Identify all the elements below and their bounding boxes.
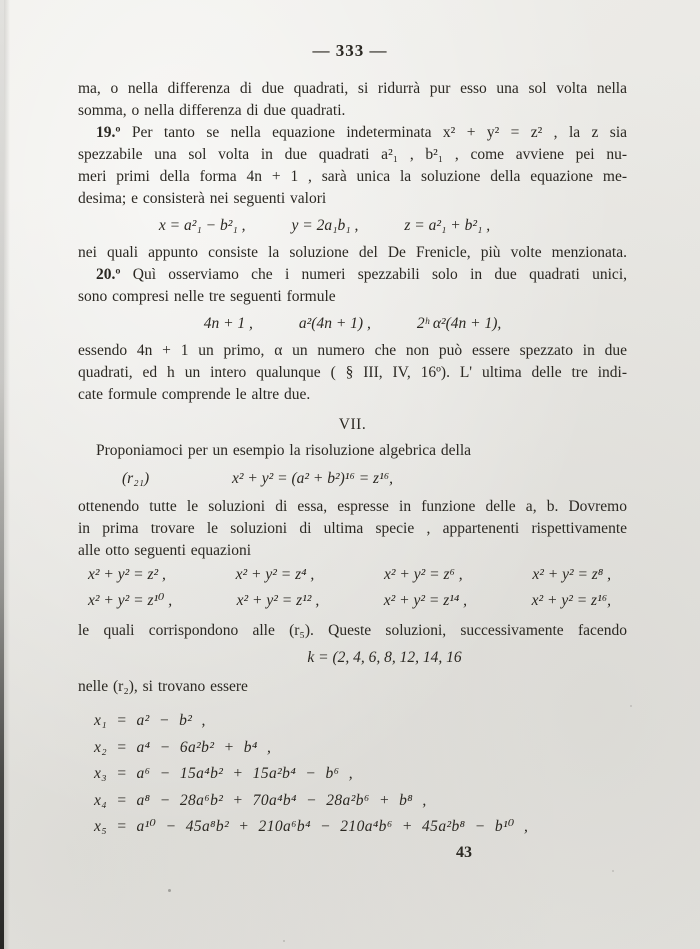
page-body bbox=[0, 78, 700, 841]
text-run: Quì osserviamo che i numeri spezzabili solo in due quadrati unici, bbox=[120, 266, 627, 283]
equation-item: x = a²₁ − b²₁ , bbox=[158, 217, 246, 234]
text-line: desima; e consisterà nei seguenti valori bbox=[78, 190, 327, 207]
paragraph bbox=[78, 676, 627, 698]
text-line bbox=[78, 122, 627, 144]
paragraph bbox=[78, 122, 627, 210]
equation-item: x² + y² = z² , bbox=[88, 566, 166, 583]
equation-list bbox=[78, 708, 627, 841]
paragraph bbox=[78, 242, 627, 264]
text-line: sono compresi nelle tre seguenti formule bbox=[78, 288, 336, 305]
display-equation bbox=[110, 646, 659, 670]
equation-item: x² + y² = z¹⁴ , bbox=[383, 592, 468, 609]
text-line: somma, o nella differenza di due quadrati. bbox=[78, 102, 346, 119]
paragraph bbox=[78, 620, 627, 642]
text-run: Per tanto se nella equazione indeterminata x² + y² = z² , la z sia bbox=[120, 124, 627, 141]
dust-speck bbox=[168, 889, 171, 892]
equation-label: (r₂₁) bbox=[122, 470, 150, 487]
dust-speck bbox=[612, 870, 614, 872]
equation-row bbox=[78, 588, 627, 614]
text-line: spezzabile una sol volta in due quadrati a²₁ , b²₁ , come avviene pei nu- bbox=[78, 146, 627, 163]
labeled-display-equation bbox=[78, 466, 627, 492]
page-number-header: — 333 — bbox=[312, 41, 388, 60]
equation-line: x₁ = a² − b² , bbox=[94, 712, 206, 729]
equation-item: x² + y² = z⁶ , bbox=[383, 566, 463, 583]
equation-item: y = 2a₁b₁ , bbox=[291, 217, 359, 234]
equation-item: k = (2, 4, 6, 8, 12, 14, 16 bbox=[307, 649, 462, 666]
ordinal-number: 20.º bbox=[96, 266, 121, 283]
ordinal-number: 19.º bbox=[96, 124, 121, 141]
text-line: nei quali appunto consiste la soluzione del De Frenicle, più volte menzionata. bbox=[78, 244, 627, 261]
equation-item: z = a²₁ + b²₁ , bbox=[404, 217, 491, 234]
text-line: meri primi della forma 4n + 1 , sarà unica la soluzione della equazione me- bbox=[78, 168, 627, 185]
dust-speck bbox=[283, 940, 285, 942]
paragraph bbox=[78, 264, 627, 308]
text-line: ottenendo tutte le soluzioni di essa, espresse in funzione delle a, b. Dovremo bbox=[78, 498, 627, 515]
text-line: alle otto seguenti equazioni bbox=[78, 542, 252, 559]
text-line: le quali corrispondono alle (r₅). Queste soluzioni, successivamente facendo bbox=[78, 622, 627, 639]
equation-line: x₃ = a⁶ − 15a⁴b² + 15a²b⁴ − b⁶ , bbox=[94, 765, 354, 782]
equation-item: x² + y² = (a² + b²)¹⁶ = z¹⁶, bbox=[232, 470, 393, 487]
equation-item: x² + y² = z¹⁶, bbox=[531, 592, 611, 609]
equation-item: x² + y² = z¹² , bbox=[236, 592, 320, 609]
equation-line: x₂ = a⁴ − 6a²b² + b⁴ , bbox=[94, 738, 272, 756]
display-equation bbox=[78, 312, 627, 336]
text-line: in prima trovare le soluzioni di ultima specie , appartenenti rispettivamente bbox=[78, 520, 627, 537]
equation-item: x² + y² = z⁸ , bbox=[532, 566, 611, 583]
text-line: Proponiamoci per un esempio la risoluzione algebrica della bbox=[96, 442, 472, 459]
dust-speck bbox=[630, 705, 632, 707]
text-line: ma, o nella differenza di due quadrati, si ridurrà pur esso una sol volta nella bbox=[78, 80, 627, 97]
equation-item: 4n + 1 , bbox=[203, 315, 253, 332]
text-line: cate formule comprende le altre due. bbox=[78, 386, 311, 403]
paragraph bbox=[78, 340, 627, 406]
paragraph bbox=[78, 496, 627, 562]
text-line: quadrati, ed h un intero qualunque ( § III, IV, 16º). L' ultima delle tre indi- bbox=[78, 364, 627, 381]
text-line: essendo 4n + 1 un primo, α un numero che non può essere spezzato in due bbox=[78, 342, 627, 359]
equation-line: x₄ = a⁸ − 28a⁶b² + 70a⁴b⁴ − 28a²b⁶ + b⁸ , bbox=[94, 791, 427, 809]
scan-edge-soft-shadow bbox=[4, 0, 10, 949]
sheet-number-footer: 43 bbox=[456, 844, 472, 861]
equation-row bbox=[78, 562, 627, 588]
paragraph bbox=[78, 78, 627, 122]
equation-item: x² + y² = z¹⁰ , bbox=[88, 592, 173, 609]
equation-item: x² + y² = z⁴ , bbox=[235, 566, 315, 583]
section-heading: VII. bbox=[338, 416, 367, 433]
text-line: nelle (r₂), si trovano essere bbox=[78, 678, 248, 695]
text-line bbox=[78, 264, 627, 286]
display-equation bbox=[50, 214, 599, 238]
paragraph bbox=[78, 440, 627, 462]
equation-item: 2ʰ α²(4n + 1), bbox=[416, 315, 502, 332]
equation-item: a²(4n + 1) , bbox=[298, 315, 371, 332]
equation-line: x₅ = a¹⁰ − 45a⁸b² + 210a⁶b⁴ − 210a⁴b⁶ + 45a²b⁸ − b¹⁰ , bbox=[94, 818, 529, 835]
